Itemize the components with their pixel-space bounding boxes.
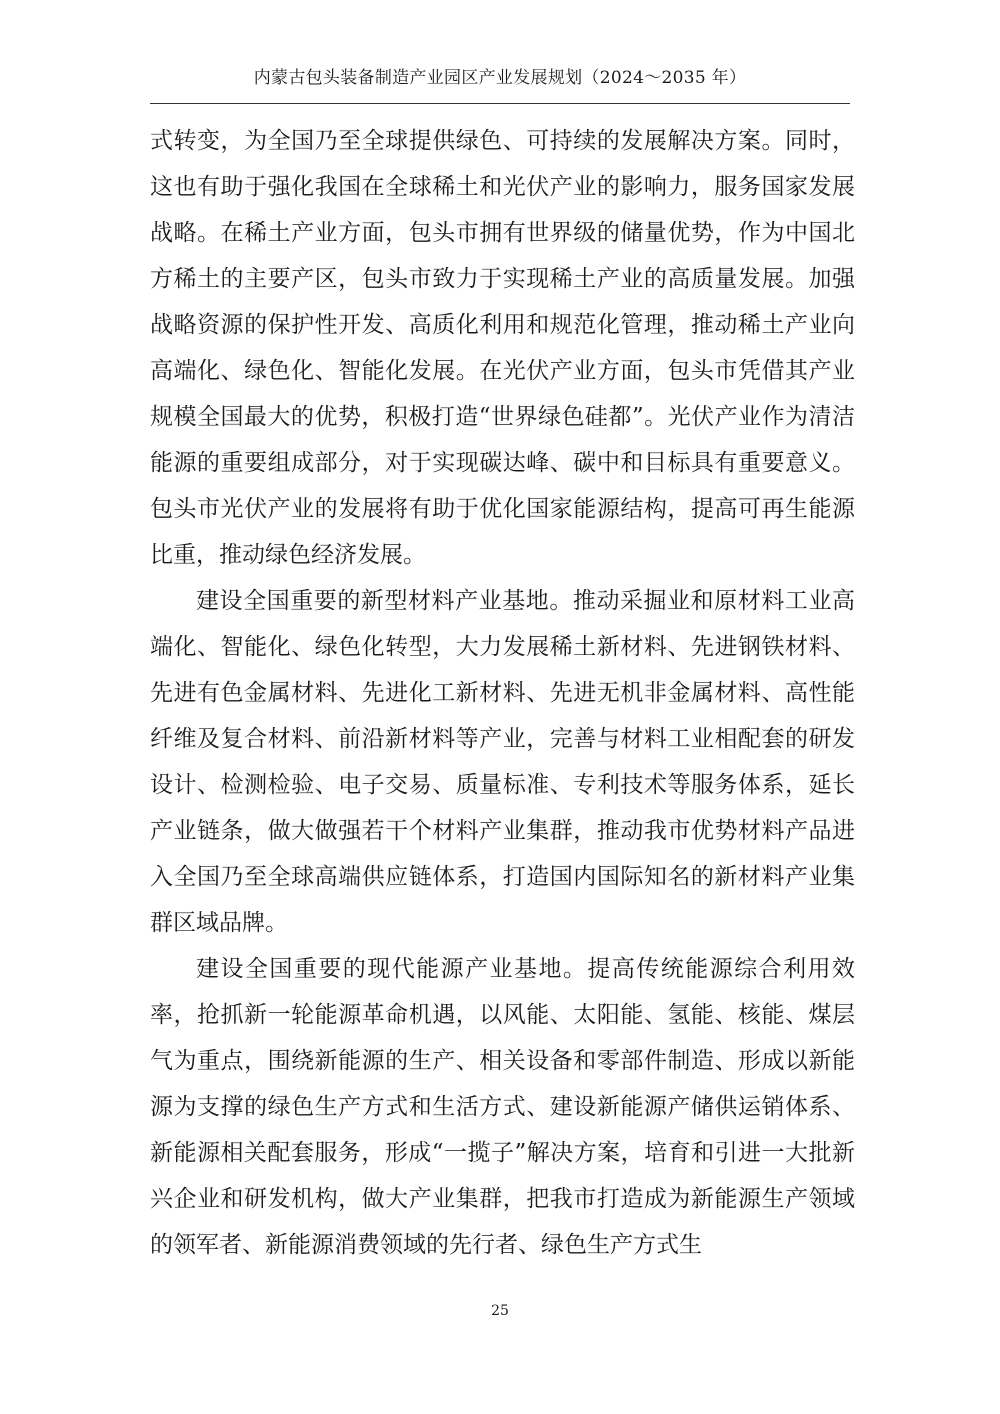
page-number: 25 xyxy=(491,1303,509,1319)
paragraph-modern-energy-base: 建设全国重要的现代能源产业基地。提高传统能源综合利用效率，抢抓新一轮能源革命机遇，以风能、太阳能、氢能、核能、煤层气为重点，围绕新能源的生产、相关设备和零部件制造、形成以新能源为支撑的绿色生产方式和生活方式、建设新能源产储供运销体系、新能源相关配套服务，形成“一揽子”解决方案，培育和引进一大批新兴企业和研发机构，做大产业集群，把我市打造成为新能源生产领域的领军者、新能源消费领域的先行者、绿色生产方式生 xyxy=(150,956,855,1258)
body-text xyxy=(150,118,855,1268)
header-divider xyxy=(150,103,850,104)
paragraph-new-materials-base: 建设全国重要的新型材料产业基地。推动采掘业和原材料工业高端化、智能化、绿色化转型，大力发展稀土新材料、先进钢铁材料、先进有色金属材料、先进化工新材料、先进无机非金属材料、高性能纤维及复合材料、前沿新材料等产业，完善与材料工业相配套的研发设计、检测检验、电子交易、质量标准、专利技术等服务体系，延长产业链条，做大做强若干个材料产业集群，推动我市优势材料产品进入全国乃至全球高端供应链体系，打造国内国际知名的新材料产业集群区域品牌。 xyxy=(150,588,855,936)
paragraph-continuation: 式转变，为全国乃至全球提供绿色、可持续的发展解决方案。同时，这也有助于强化我国在全球稀土和光伏产业的影响力，服务国家发展战略。在稀土产业方面，包头市拥有世界级的储量优势，作为中国北方稀土的主要产区，包头市致力于实现稀土产业的高质量发展。加强战略资源的保护性开发、高质化利用和规范化管理，推动稀土产业向高端化、绿色化、智能化发展。在光伏产业方面，包头市凭借其产业规模全国最大的优势，积极打造“世界绿色硅都”。光伏产业作为清洁能源的重要组成部分，对于实现碳达峰、碳中和目标具有重要意义。包头市光伏产业的发展将有助于优化国家能源结构，提高可再生能源比重，推动绿色经济发展。 xyxy=(150,128,855,568)
running-header: 内蒙古包头装备制造产业园区产业发展规划（2024～2035 年） xyxy=(253,68,747,88)
